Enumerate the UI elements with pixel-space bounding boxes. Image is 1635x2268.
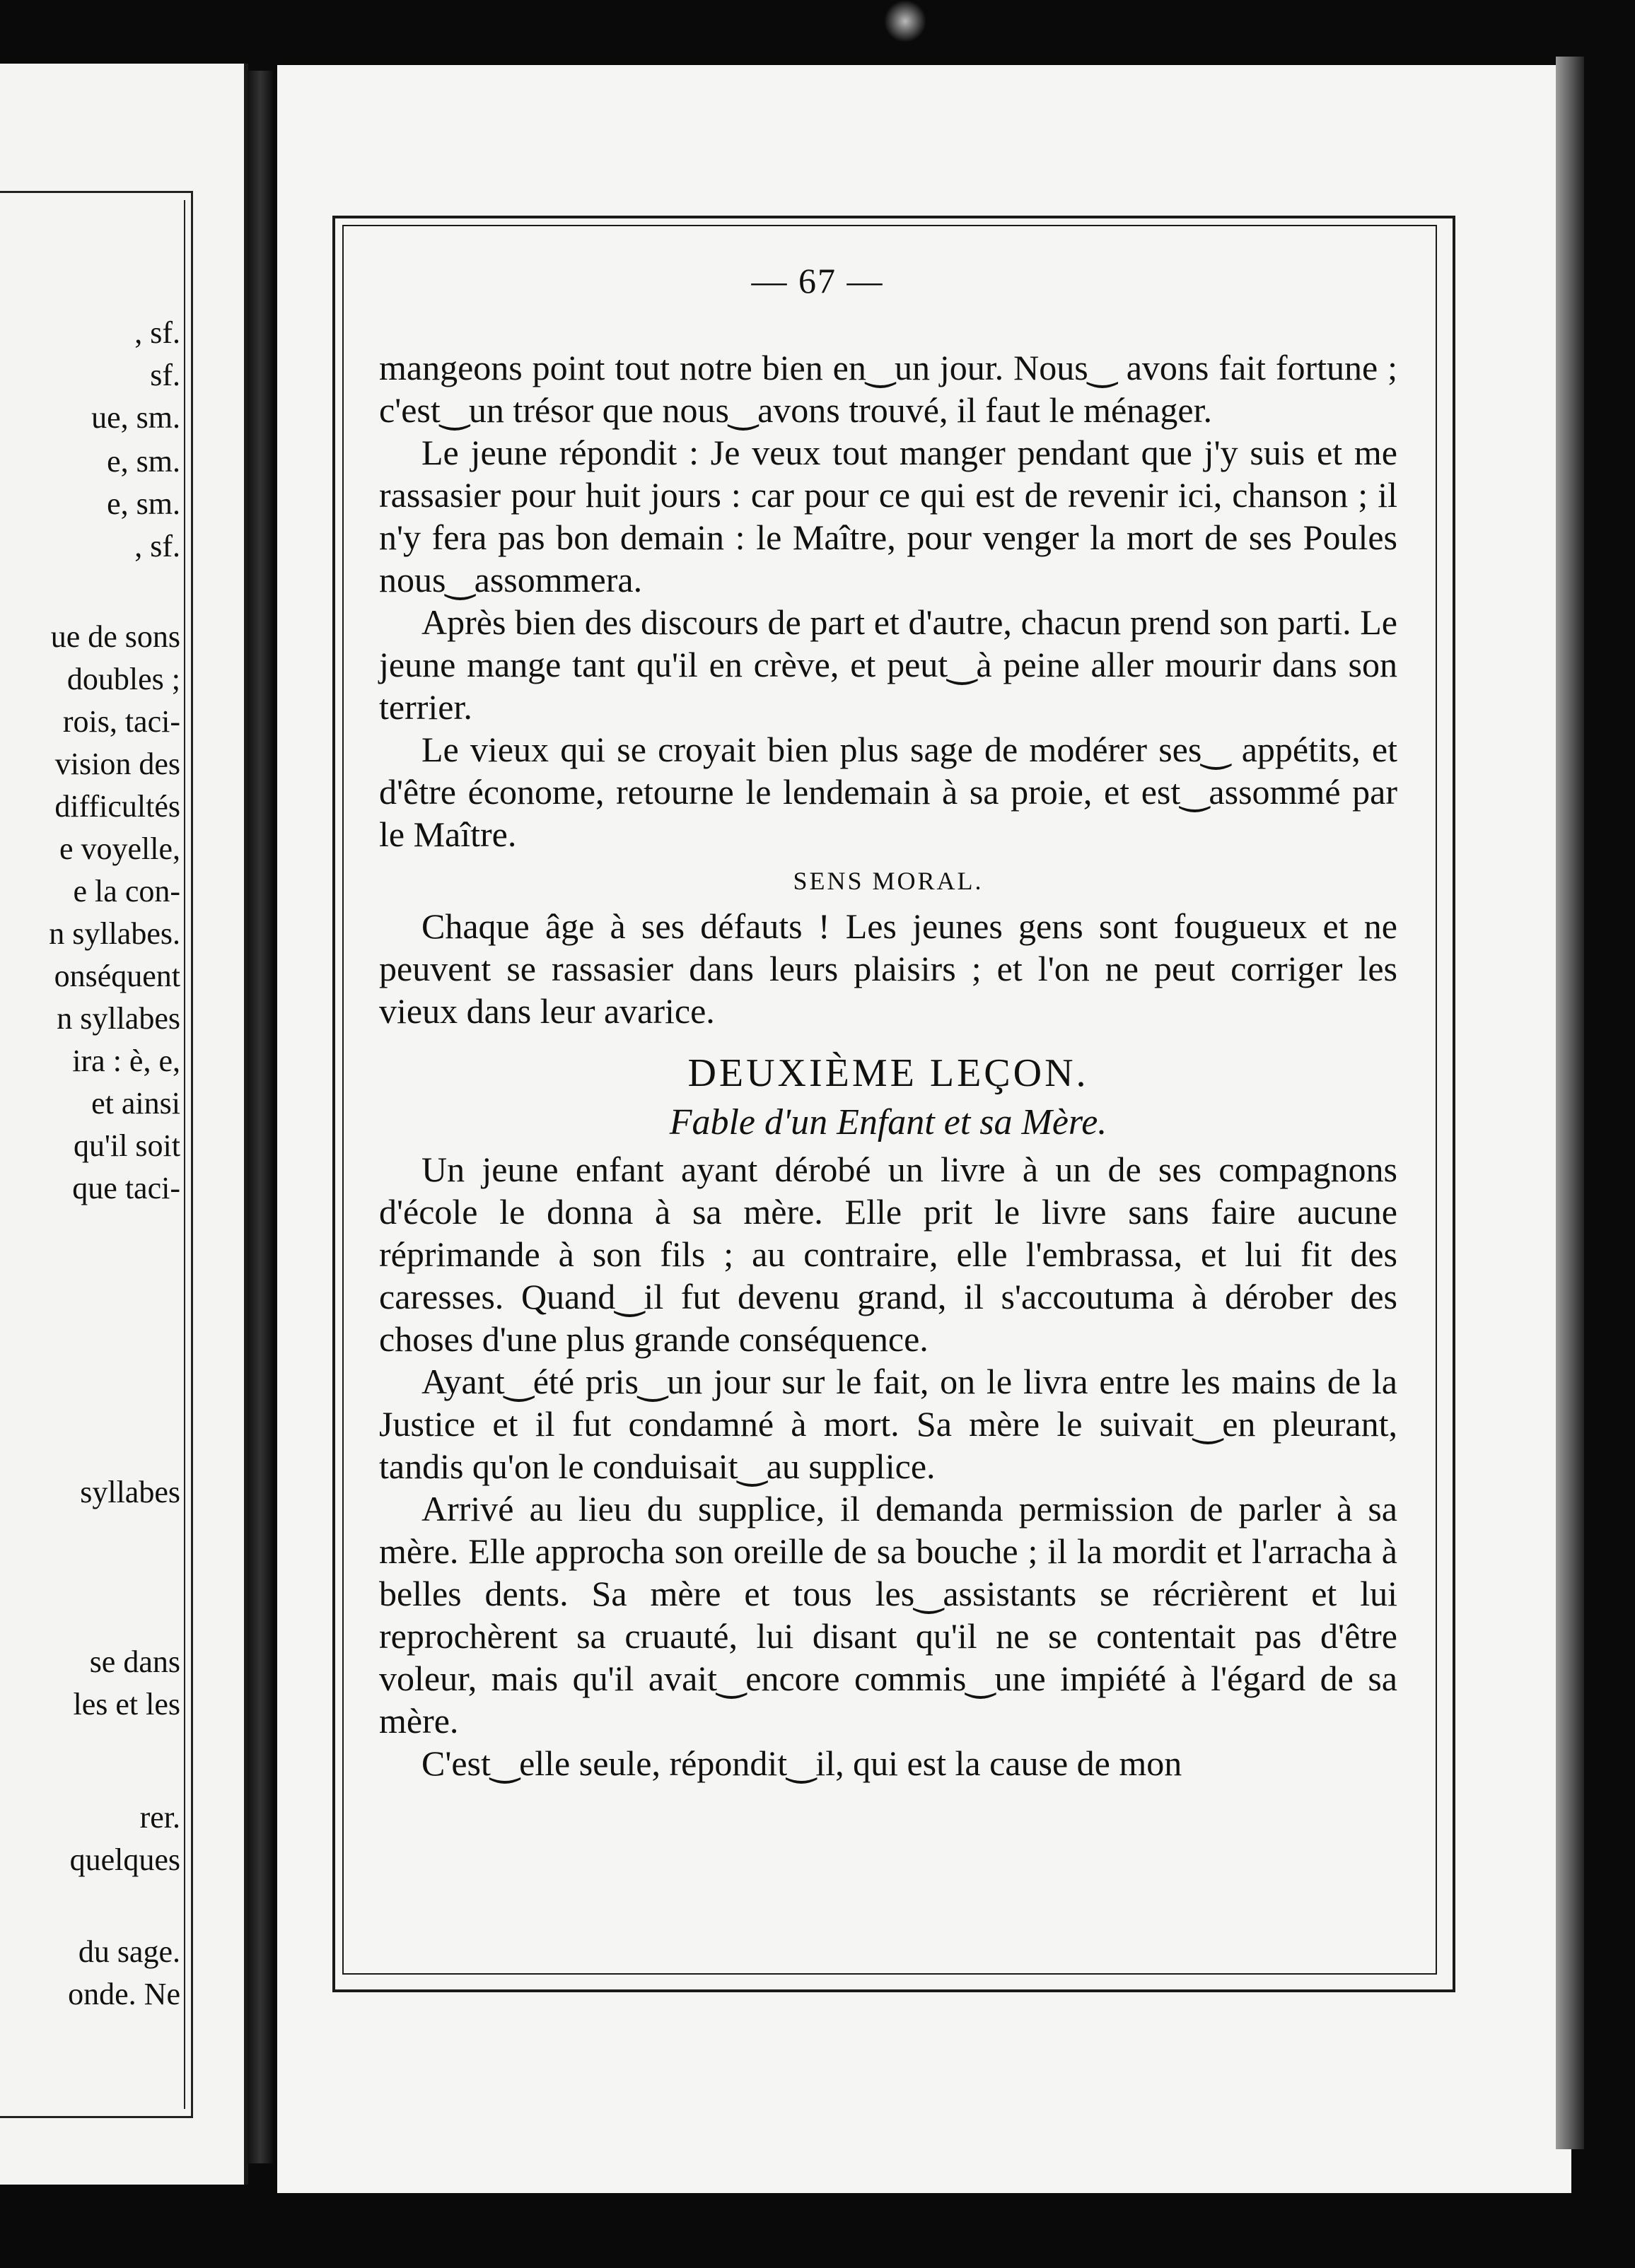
- section-heading: SENS MORAL.: [793, 867, 984, 895]
- page-number: — 67 —: [751, 261, 884, 300]
- paragraph: Le jeune répondit : Je veux tout manger pendant que j'y suis et me rassasier pour huit jours : car pour ce qui est de revenir ici, chanson ; il n'y fera pas bon demain : le Maître, pour venger la mort de ses Poules nous‿assommera.: [379, 433, 1397, 600]
- lesson-title: DEUXIÈME LEÇON.: [687, 1051, 1089, 1095]
- left-page-line: ue de sons: [50, 619, 180, 654]
- left-page-line: e, sm.: [107, 444, 180, 479]
- left-page-line: doubles ;: [66, 662, 180, 696]
- left-page-line: difficultés: [54, 789, 180, 824]
- left-page-line: n syllabes: [57, 1001, 180, 1036]
- left-page-line: se dans: [89, 1644, 180, 1679]
- paragraph: Chaque âge à ses défauts ! Les jeunes gens sont fougueux et ne peuvent se rassasier dans leurs plaisirs ; et l'on ne peut corriger les vieux dans leur avarice.: [379, 906, 1397, 1031]
- left-page-line: ue, sm.: [91, 400, 180, 435]
- left-page-line: les et les: [73, 1687, 180, 1722]
- left-page-line: ira : è, e,: [72, 1044, 180, 1078]
- paragraph: mangeons point tout notre bien en‿un jour. Nous‿ avons fait fortune ; c'est‿un trésor que nous‿avons trouvé, il faut le ménager.: [379, 348, 1397, 430]
- fable-title: Fable d'un Enfant et sa Mère.: [669, 1102, 1107, 1142]
- page-body: [379, 346, 1397, 1784]
- left-page-line: , sf.: [134, 529, 180, 563]
- left-page-line: rer.: [139, 1800, 180, 1835]
- paragraph: Arrivé au lieu du supplice, il demanda permission de parler à sa mère. Elle approcha son oreille de sa bouche ; il la mordit et l'arracha à belles dents. Sa mère et tous les‿assistants se récrièrent et lui reprochèrent sa cruauté, lui disant qu'il ne se contentait pas d'être voleur, mais qu'il avait‿encore commis‿une impiété à l'égard de sa mère.: [379, 1489, 1397, 1741]
- left-page-line: et ainsi: [91, 1086, 180, 1121]
- left-page-line: qu'il soit: [74, 1128, 180, 1163]
- book-gutter: [248, 71, 273, 2163]
- paragraph: Le vieux qui se croyait bien plus sage de modérer ses‿ appétits, et d'être économe, retourne le lendemain à sa proie, et est‿assommé par le Maître.: [379, 730, 1397, 854]
- left-page-line: onde. Ne: [68, 1977, 180, 2011]
- left-page-line: sf.: [150, 358, 180, 392]
- left-page-line: quelques: [69, 1842, 180, 1877]
- page-edge: [1556, 57, 1584, 2149]
- paragraph: Un jeune enfant ayant dérobé un livre à un de ses compagnons d'école le donna à sa mère. Elle prit le livre sans faire aucune réprimande à son fils ; au contraire, elle l'embrassa, et lui fit des caresses. Quand‿il fut devenu grand, il s'accoutuma à dérober des choses d'une plus grande conséquence.: [379, 1150, 1397, 1359]
- left-page-line: rois, taci-: [62, 704, 180, 739]
- left-page-line: du sage.: [78, 1934, 180, 1969]
- scan-smudge: [884, 0, 926, 42]
- left-page-line: que taci-: [72, 1171, 180, 1205]
- paragraph: C'est‿elle seule, répondit‿il, qui est la cause de mon: [421, 1743, 1182, 1783]
- previous-page: [0, 64, 248, 2185]
- paragraph: Ayant‿été pris‿un jour sur le fait, on le livra entre les mains de la Justice et il fut condamné à mort. Sa mère le suivait‿en pleurant, tandis qu'on le conduisait‿au supplice.: [379, 1362, 1397, 1486]
- left-page-line: syllabes: [80, 1475, 180, 1509]
- left-page-line: e voyelle,: [59, 831, 180, 866]
- left-page-line: , sf.: [134, 315, 180, 350]
- left-page-line: n syllabes.: [49, 916, 180, 951]
- left-page-line: vision des: [54, 747, 180, 781]
- paragraph: Après bien des discours de part et d'autre, chacun prend son parti. Le jeune mange tant qu'il en crève, et peut‿à peine aller mourir dans son terrier.: [379, 602, 1397, 727]
- left-page-line: e la con-: [73, 874, 180, 908]
- left-page-line: e, sm.: [107, 486, 180, 521]
- left-page-line: onséquent: [54, 959, 180, 993]
